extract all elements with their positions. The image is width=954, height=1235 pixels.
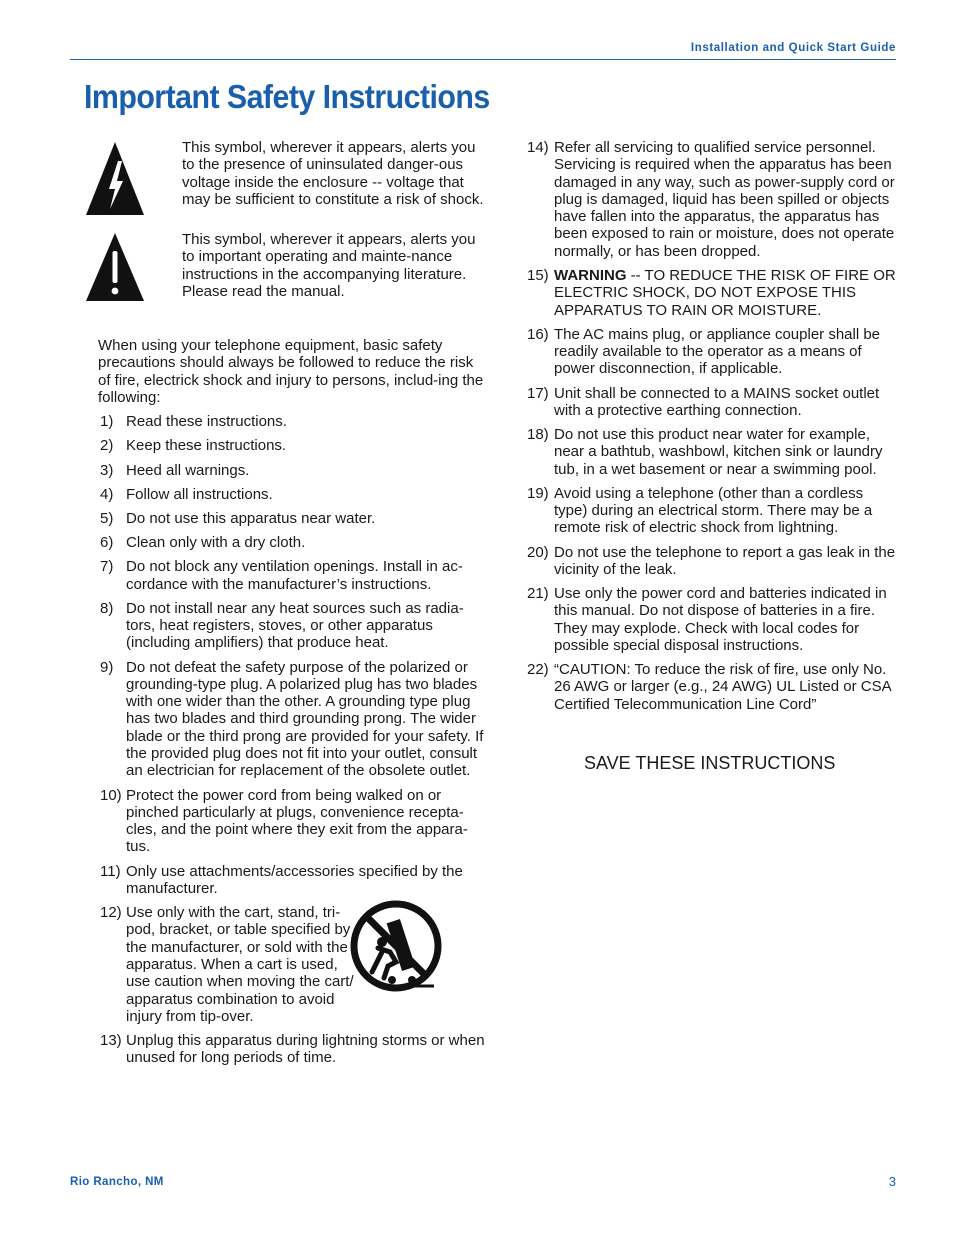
list-item: [98, 486, 486, 503]
item-text: Avoid using a telephone (other than a cordless type) during an electrical storm. There may be a remote risk of electric shock from lightning.: [554, 484, 873, 537]
list-item: [98, 534, 486, 551]
list-item: [98, 462, 486, 479]
item-text: Do not defeat the safety purpose of the polarized or grounding-type plug. A polarized plug has two blades with one wider than the other. A grounding type plug has two blades and third grounding prong. The wider blade or the third prong are provided for your safety. If the provided plug does not fit into your outlet, consult an electrician for replacement of the obsolete outlet.: [126, 658, 484, 780]
warning-label: WARNING: [554, 266, 627, 284]
item-text: Use only with the cart, stand, tri-pod, bracket, or table specified by the manufacturer, or sold with the apparatus. When a cart is used, use caution when moving the cart/ apparatus combination to avoid injury from tip-over.: [126, 904, 354, 1025]
item-number: 2): [100, 437, 114, 455]
item-number: 19): [527, 484, 549, 502]
item-text: Do not install near any heat sources such as radia-tors, heat registers, stoves, or other apparatus (including amplifiers) that produce heat.: [126, 599, 464, 652]
item-text: Only use attachments/accessories specified by the manufacturer.: [126, 862, 463, 897]
list-item: [527, 385, 899, 420]
item-number: 3): [100, 461, 114, 479]
exclamation-symbol-block: [98, 231, 486, 311]
page-title: Important Safety Instructions: [84, 78, 490, 115]
list-item: [98, 904, 486, 1025]
list-item: [527, 326, 899, 378]
item-number: 7): [100, 558, 114, 576]
list-item: [527, 585, 899, 654]
item-number: 21): [527, 585, 549, 603]
list-item: [98, 787, 486, 856]
item-number: 8): [100, 599, 114, 617]
item-number: 6): [100, 534, 114, 552]
item-number: 15): [527, 266, 549, 284]
item-number: 22): [527, 661, 549, 679]
list-item: [98, 863, 486, 898]
item-number: 13): [100, 1032, 122, 1050]
list-item: [527, 661, 899, 713]
item-text: “CAUTION: To reduce the risk of fire, use only No. 26 AWG or larger (e.g., 24 AWG) UL Listed or CSA Certified Telecommunication Line Cord”: [554, 661, 891, 713]
item-number: 11): [100, 862, 121, 880]
exclamation-symbol-text: This symbol, wherever it appears, alerts you to important operating and mainte-nance instructions in the accompanying literature. Please read the manual.: [182, 231, 476, 300]
list-item: [527, 426, 899, 478]
header-guide-title: Installation and Quick Start Guide: [690, 42, 896, 54]
item-text: Read these instructions.: [126, 413, 287, 431]
item-number: 17): [527, 384, 549, 402]
item-number: 1): [100, 413, 114, 431]
list-item: [527, 544, 899, 579]
lightning-warning-icon: [84, 139, 146, 217]
list-item: [98, 413, 486, 430]
item-text: Heed all warnings.: [126, 461, 250, 479]
item-number: 10): [100, 786, 122, 804]
exclamation-warning-icon: [84, 231, 146, 303]
footer-location: Rio Rancho, NM: [70, 1176, 164, 1188]
item-text: Do not use this apparatus near water.: [126, 509, 376, 527]
lightning-symbol-block: [98, 139, 486, 225]
item-text: Clean only with a dry cloth.: [126, 534, 306, 552]
item-text: Protect the power cord from being walked on or pinched particularly at plugs, convenience recepta-cles, and the point where they exit from the appara-tus.: [126, 786, 468, 856]
list-item: [98, 600, 486, 652]
item-number: 16): [527, 325, 549, 343]
list-item: [98, 659, 486, 780]
item-number: 12): [100, 904, 122, 922]
list-item: [527, 267, 899, 319]
item-text: Keep these instructions.: [126, 437, 287, 455]
item-text: Use only the power cord and batteries indicated in this manual. Do not dispose of batteries in a fire. They may explode. Check with local codes for possible special disposal instructions.: [554, 585, 887, 654]
save-instructions: SAVE THESE INSTRUCTIONS: [584, 753, 836, 774]
item-text: Do not block any ventilation openings. Install in ac-cordance with the manufacturer’s instructions.: [126, 558, 463, 593]
safety-list-left: [98, 413, 486, 1066]
list-item: [527, 139, 899, 260]
lightning-symbol-text: This symbol, wherever it appears, alerts you to the presence of uninsulated danger-ous voltage inside the enclosure -- voltage that may be sufficient to constitute a risk of shock.: [182, 139, 484, 208]
item-text: Unplug this apparatus during lightning storms or when unused for long periods of time.: [126, 1032, 485, 1067]
item-text: Do not use this product near water for example, near a bathtub, washbowl, kitchen sink or laundry tub, in a wet basement or near a swimming pool.: [554, 426, 883, 478]
list-item: [98, 510, 486, 527]
item-text: Unit shall be connected to a MAINS socket outlet with a protective earthing connection.: [554, 384, 880, 419]
item-text: Do not use the telephone to report a gas leak in the vicinity of the leak.: [554, 543, 896, 578]
item-text: Follow all instructions.: [126, 485, 273, 503]
left-column: [98, 139, 486, 1074]
list-item: [98, 1032, 486, 1067]
intro-paragraph: When using your telephone equipment, basic safety precautions should always be followed to reduce the risk of fire, electrick shock and injury to persons, includ-ing the following:: [98, 337, 484, 406]
item-number: 14): [527, 139, 549, 156]
item-text: Refer all servicing to qualified service personnel. Servicing is required when the apparatus has been damaged in any way, such as power-supply cord or plug is damaged, liquid has been spilled or objects have fallen into the apparatus, the apparatus has been exposed to rain or moisture, does not operate normally, or has been dropped.: [554, 139, 895, 260]
header-rule: [70, 59, 896, 60]
item-number: 5): [100, 509, 114, 527]
item-number: 9): [100, 658, 114, 676]
list-item: [527, 485, 899, 537]
list-item: [98, 437, 486, 454]
cart-tipover-warning-icon: [350, 900, 442, 992]
footer-page-number: 3: [888, 1174, 896, 1189]
item-number: 18): [527, 426, 549, 444]
item-number: 4): [100, 485, 114, 503]
list-item: [98, 558, 486, 593]
item-number: 20): [527, 543, 549, 561]
item-text: -- TO REDUCE THE RISK OF FIRE OR ELECTRIC SHOCK, DO NOT EXPOSE THIS APPARATUS TO RAIN OR MOISTURE.: [554, 266, 896, 319]
right-column: [527, 139, 899, 772]
item-text: The AC mains plug, or appliance coupler shall be readily available to the operator as a means of power disconnection, if applicable.: [554, 325, 881, 378]
safety-list-right: [527, 139, 899, 713]
